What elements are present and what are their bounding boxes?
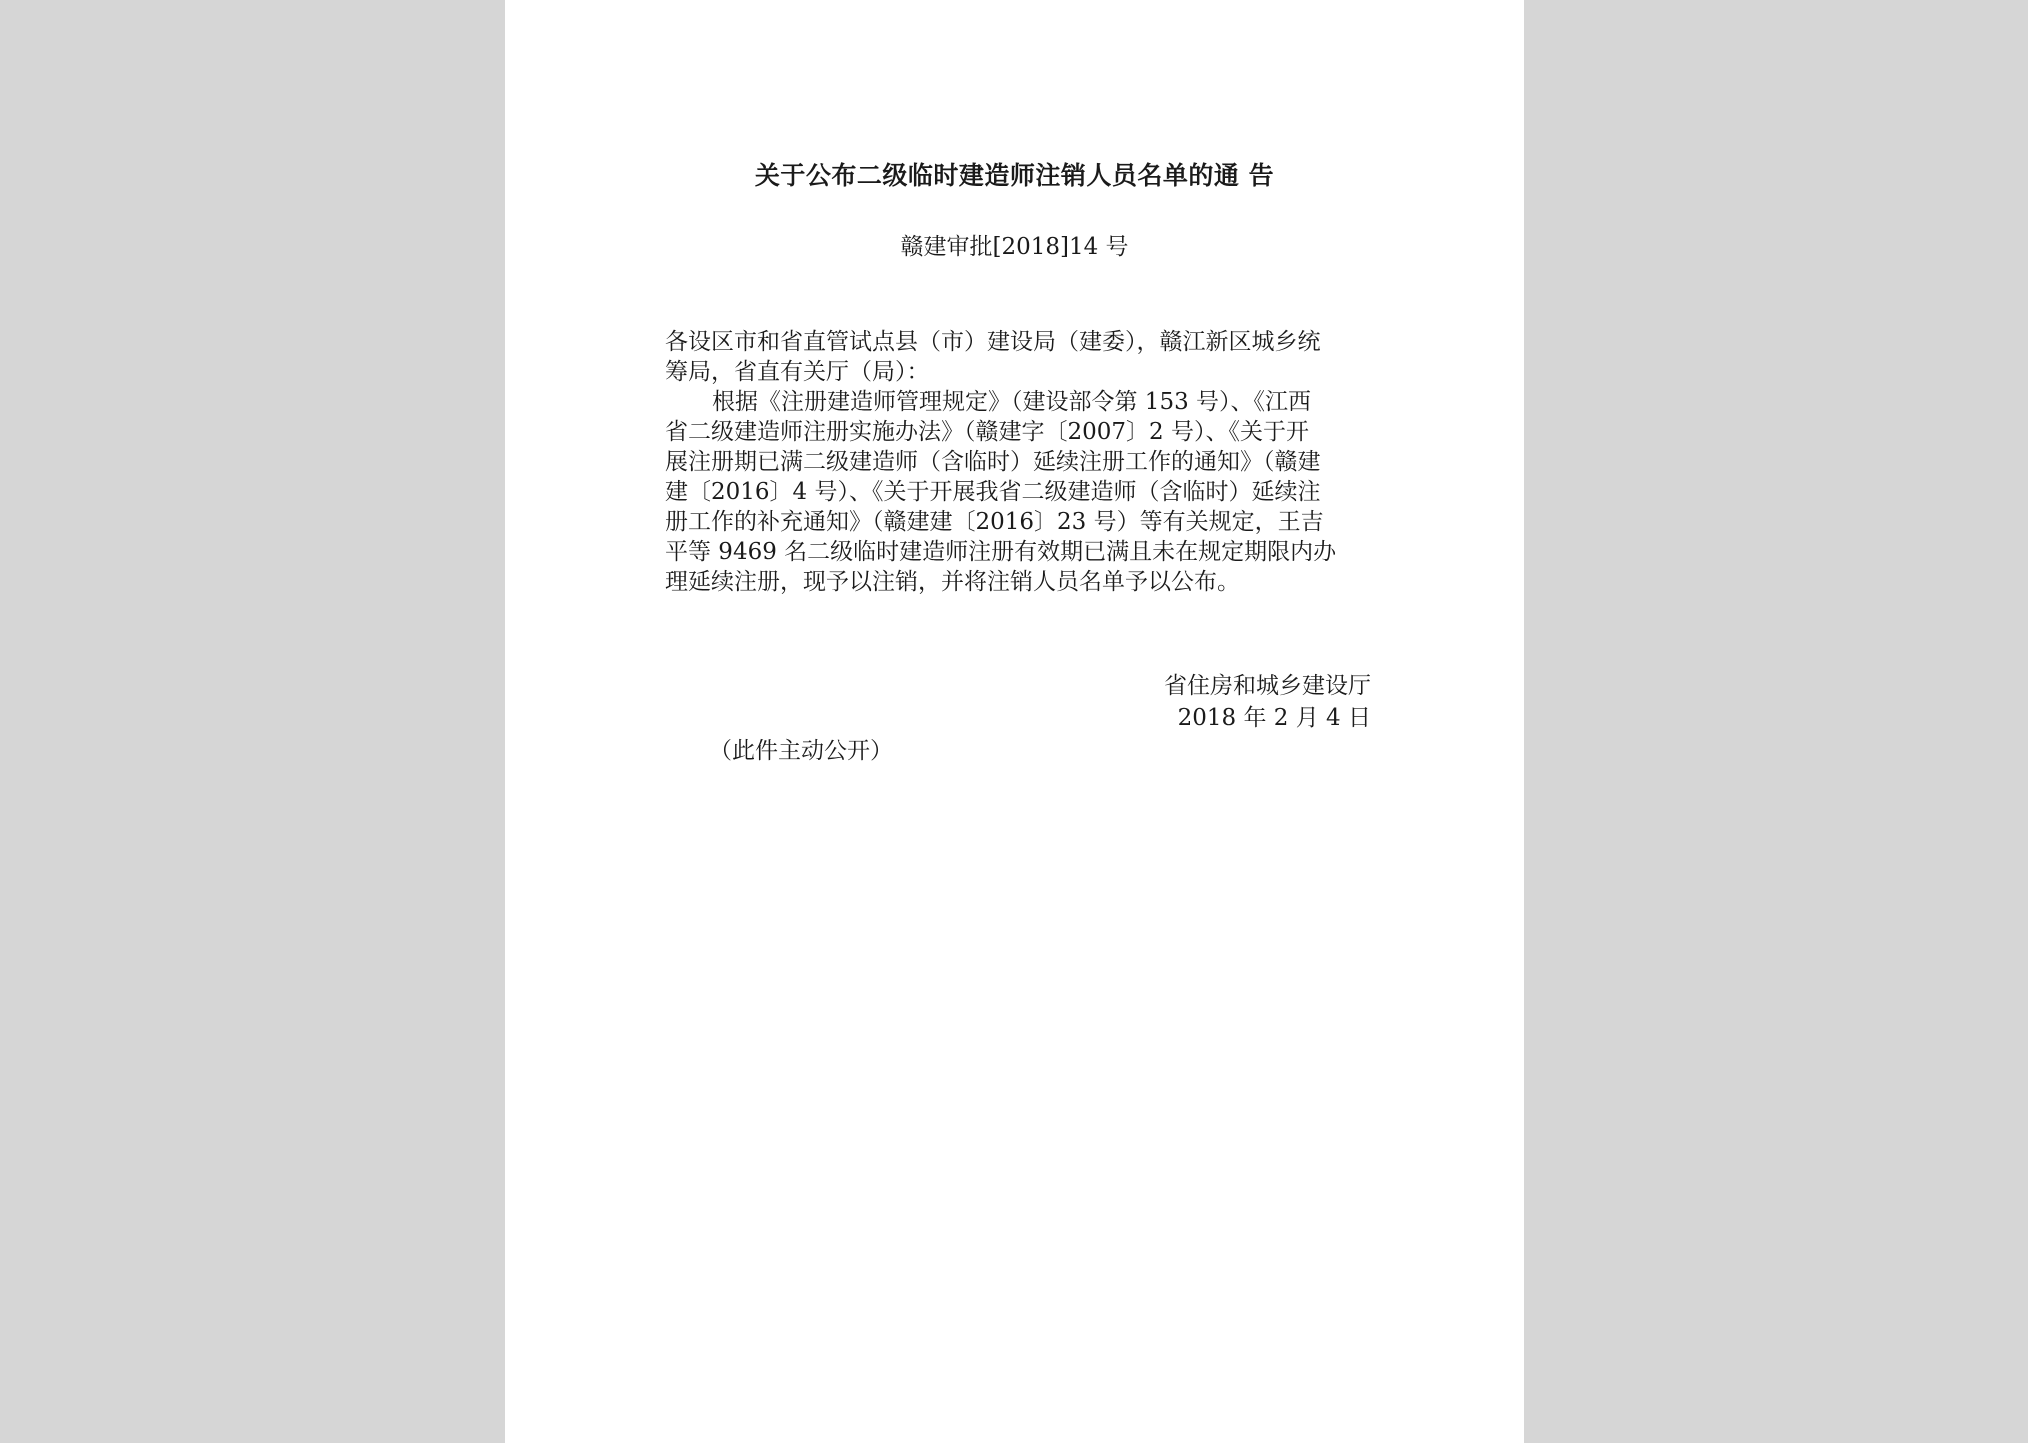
issuer-name: 省住房和城乡建设厅 xyxy=(1164,673,1371,699)
body-line: 展注册期已满二级建造师（含临时）延续注册工作的通知》（赣建 xyxy=(665,449,1321,475)
body-line: 筹局，省直有关厅（局）： xyxy=(665,359,930,385)
disclosure-note: （此件主动公开） xyxy=(709,738,893,764)
body-line: 册工作的补充通知》（赣建建〔2016〕23 号）等有关规定，王吉 xyxy=(665,509,1324,535)
document-number: 赣建审批[2018]14 号 xyxy=(900,234,1129,260)
signature-block xyxy=(665,670,1371,734)
document-page xyxy=(505,0,1524,1443)
body-line: 省二级建造师注册实施办法》（赣建字〔2007〕2 号）、《关于开 xyxy=(665,419,1309,445)
body-line: 平等 9469 名二级临时建造师注册有效期已满且未在规定期限内办 xyxy=(665,539,1337,565)
body-line: 各设区市和省直管试点县（市）建设局（建委），赣江新区城乡统 xyxy=(665,329,1321,355)
body-line: 根据《注册建造师管理规定》（建设部令第 153 号）、《江西 xyxy=(712,389,1312,415)
document-title: 关于公布二级临时建造师注销人员名单的通 告 xyxy=(754,161,1275,190)
body-line: 理延续注册，现予以注销，并将注销人员名单予以公布。 xyxy=(665,569,1240,595)
issue-date: 2018 年 2 月 4 日 xyxy=(1177,705,1371,731)
document-body xyxy=(665,327,1371,597)
body-line: 建〔2016〕4 号）、《关于开展我省二级建造师（含临时）延续注 xyxy=(665,479,1321,505)
